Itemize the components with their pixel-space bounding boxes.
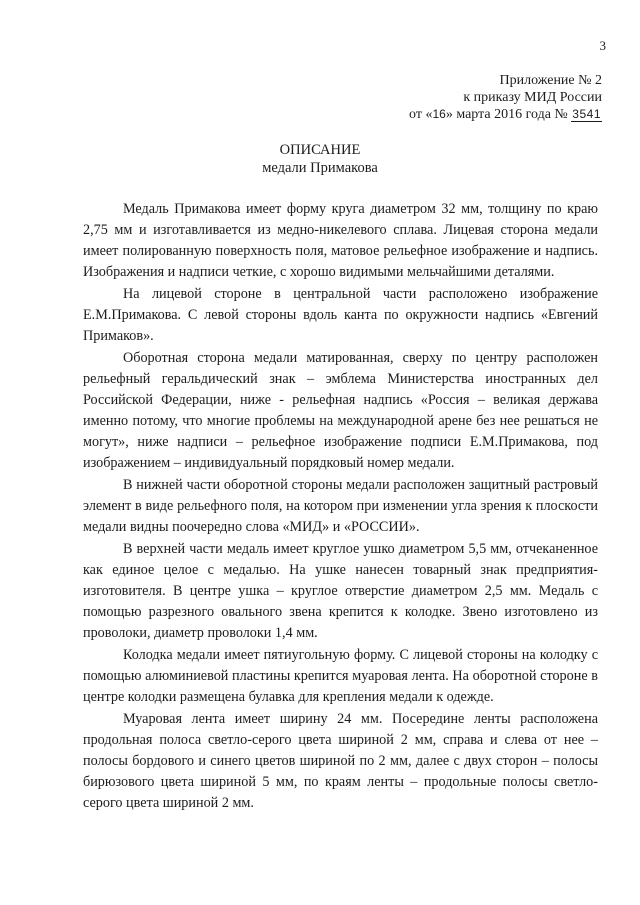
appendix-date-line — [409, 106, 602, 123]
paragraph-5: В верхней части медаль имеет круглое ушко диаметром 5,5 мм, отчеканенное как единое целое с медалью. На ушке нанесен товарный знак предприятия-изготовителя. В центре ушка – круглое отверстие диаметром 2,5 мм. Медаль с помощью разрезного овального звена крепится к колодке. Звено изготовлено из проволоки, диаметр проволоки 1,4 мм. — [83, 541, 598, 641]
paragraph-2: На лицевой стороне в центральной части расположено изображение Е.М.Примакова. С левой стороны вдоль канта по окружности надпись «Евгений Примаков». — [83, 286, 598, 344]
title-subheading: медали Примакова — [262, 160, 378, 176]
document-body — [83, 199, 598, 815]
appendix-line-1: Приложение № 2 — [499, 73, 602, 88]
date-day: 16 — [432, 107, 446, 121]
document-title — [0, 141, 640, 177]
date-middle: » марта 2016 года № — [445, 107, 568, 122]
paragraph-3: Оборотная сторона медали матированная, сверху по центру расположен рельефный геральдический знак – эмблема Министерства иностранных дел Российской Федерации, ниже - рельефная надпись «Россия – великая держава именно потому, что многие проблемы на международной арене без нее решаться не могут», ниже надписи – рельефное изображение подписи Е.М.Примакова, под изображением – индивидуальный порядковый номер медали. — [83, 350, 598, 471]
paragraph-4: В нижней части оборотной стороны медали расположен защитный растровый элемент в виде рельефного поля, на котором при изменении угла зрения к плоскости медали видны поочередно слова «МИД» и «РОССИИ». — [83, 477, 598, 535]
paragraph-7: Муаровая лента имеет ширину 24 мм. Посередине ленты расположена продольная полоса светло-серого цвета шириной 2 мм, справа и слева от нее – полосы бордового и синего цветов шириной по 2 мм, далее с двух сторон – полосы бирюзового цвета шириной 5 мм, по краям ленты – продольные полосы светло-серого цвета шириной 2 мм. — [83, 711, 598, 811]
page-number: 3 — [599, 38, 606, 53]
paragraph-1: Медаль Примакова имеет форму круга диаметром 32 мм, толщину по краю 2,75 мм и изготавливается из медно-никелевого сплава. Лицевая сторона медали имеет полированную поверхность поля, матовое рельефное изображение и надпись. Изображения и надписи четкие, с хорошо видимыми мельчайшими деталями. — [83, 201, 598, 280]
title-heading: ОПИСАНИЕ — [279, 142, 361, 158]
order-number: 3541 — [572, 107, 601, 121]
paragraph-6: Колодка медали имеет пятиугольную форму. С лицевой стороны на колодку с помощью алюминиевой пластины крепится муаровая лента. На оборотной стороне в центре колодки размещена булавка для крепления медали к одежде. — [83, 647, 598, 705]
date-prefix: от « — [409, 107, 433, 122]
appendix-line-2: к приказу МИД России — [463, 90, 602, 105]
appendix-header — [409, 72, 602, 123]
